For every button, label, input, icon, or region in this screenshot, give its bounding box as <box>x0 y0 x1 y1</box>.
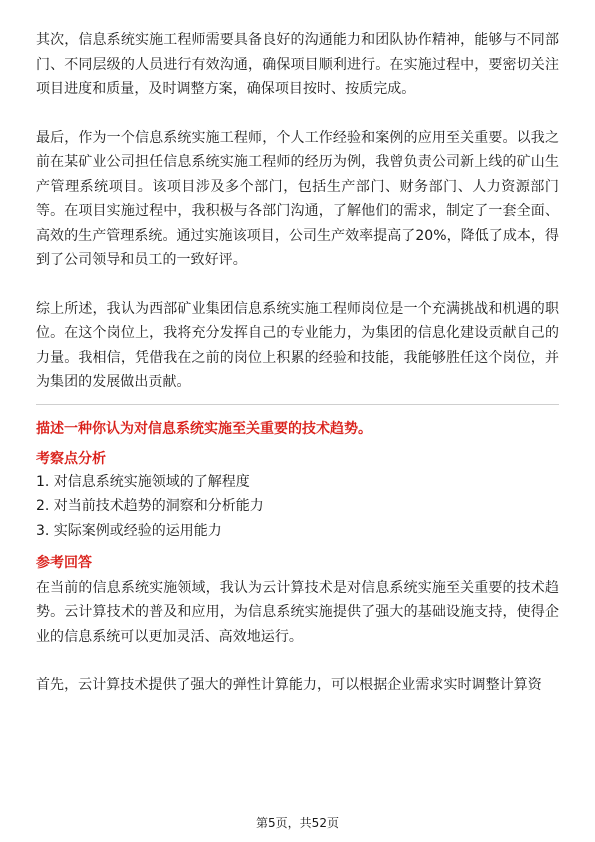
body-paragraph-3: 综上所述，我认为西部矿业集团信息系统实施工程师岗位是一个充满挑战和机遇的职位。在这个岗位上，我将充分发挥自己的专业能力，为集团的信息化建设贡献自己的力量。我相信，凭借我在之前的岗位上积累的经验和技能，我能够胜任这个岗位，并为集团的发展做出贡献。 <box>36 300 559 390</box>
answer-paragraph-1: 在当前的信息系统实施领域，我认为云计算技术是对信息系统实施至关重要的技术趋势。云计算技术的普及和应用，为信息系统实施提供了强大的基础设施支持，使得企业的信息系统可以更加灵活、高效地运行。 <box>36 579 559 645</box>
analysis-point-1: 1. 对信息系统实施领域的了解程度 <box>36 473 250 490</box>
analysis-point-3: 3. 实际案例或经验的运用能力 <box>36 523 222 540</box>
answer-heading: 参考回答 <box>36 554 92 571</box>
analysis-list <box>36 470 559 544</box>
body-paragraph-2: 最后，作为一个信息系统实施工程师，个人工作经验和案例的应用至关重要。以我之前在某矿业公司担任信息系统实施工程师的经历为例，我曾负责公司新上线的矿山生产管理系统项目。该项目涉及多个部门，包括生产部门、财务部门、人力资源部门等。在项目实施过程中，我积极与各部门沟通，了解他们的需求，制定了一套全面、高效的生产管理系统。通过实施该项目，公司生产效率提高了20%，降低了成本，得到了公司领导和员工的一致好评。 <box>36 129 560 268</box>
question-title: 描述一种你认为对信息系统实施至关重要的技术趋势。 <box>36 420 372 437</box>
section-divider <box>36 404 559 405</box>
answer-body <box>36 576 559 698</box>
analysis-heading: 考察点分析 <box>36 450 106 467</box>
body-paragraph-1: 其次，信息系统实施工程师需要具备良好的沟通能力和团队协作精神，能够与不同部门、不同层级的人员进行有效沟通，确保项目顺利进行。在实施过程中，要密切关注项目进度和质量，及时调整方案，确保项目按时、按质完成。 <box>36 32 559 97</box>
body-text <box>36 28 559 395</box>
analysis-point-2: 2. 对当前技术趋势的洞察和分析能力 <box>36 498 264 515</box>
document-page <box>36 28 559 698</box>
answer-paragraph-2: 首先，云计算技术提供了强大的弹性计算能力，可以根据企业需求实时调整计算资 <box>36 677 542 694</box>
page-footer: 第5页，共52页 <box>256 816 339 830</box>
